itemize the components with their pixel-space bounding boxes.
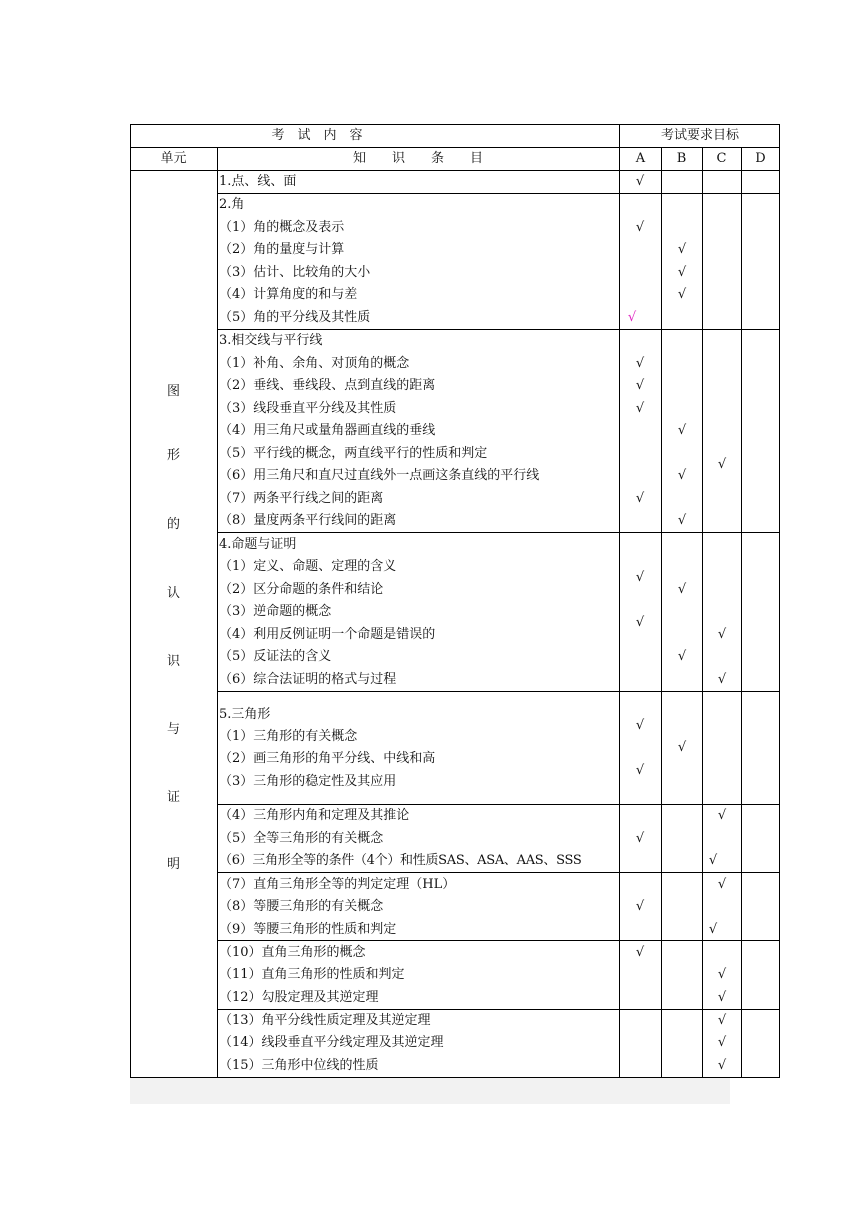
item-text: （5）平行线的概念，两直线平行的性质和判定 <box>219 446 488 461</box>
item-text: （1）定义、命题、定理的含义 <box>219 559 397 574</box>
check-mark: √ <box>717 457 727 472</box>
item-text: （15）三角形中位线的性质 <box>219 1058 379 1073</box>
check-mark: √ <box>717 672 727 687</box>
item-text: （7）直角三角形全等的判定定理（HL） <box>219 877 456 892</box>
check-mark: √ <box>635 763 645 778</box>
check-mark: √ <box>677 740 687 755</box>
item-text: （1）补角、余角、对顶角的概念 <box>219 356 410 371</box>
check-mark: √ <box>635 174 645 189</box>
item-text: （13）角平分线性质定理及其逆定理 <box>219 1013 431 1028</box>
check-mark: √ <box>717 877 727 892</box>
unit-char: 形 <box>166 448 180 463</box>
item-text: （4）三角形内角和定理及其推论 <box>219 808 410 823</box>
check-mark: √ <box>635 220 645 235</box>
unit-char: 识 <box>166 654 180 669</box>
item-text: （8）量度两条平行线间的距离 <box>219 513 397 528</box>
item-text: （3）逆命题的概念 <box>219 604 332 619</box>
unit-char: 明 <box>166 857 180 872</box>
check-mark: √ <box>677 582 687 597</box>
item-text: （2）区分命题的条件和结论 <box>219 582 384 597</box>
check-mark: √ <box>677 242 687 257</box>
item-text: 3.相交线与平行线 <box>219 333 323 348</box>
item-text: （6）用三角尺和直尺过直线外一点画这条直线的平行线 <box>219 468 540 483</box>
item-text: （5）反证法的含义 <box>219 649 332 664</box>
item-text: 5.三角形 <box>219 707 271 722</box>
item-text: 4.命题与证明 <box>219 537 297 552</box>
item-text: （1）角的概念及表示 <box>219 220 345 235</box>
check-mark: √ <box>635 615 645 630</box>
item-text: （14）线段垂直平分线定理及其逆定理 <box>219 1035 444 1050</box>
unit-char: 与 <box>166 722 180 737</box>
item-text: （3）估计、比较角的大小 <box>219 265 371 280</box>
check-mark: √ <box>708 853 718 868</box>
check-mark: √ <box>717 627 727 642</box>
item-text: （10）直角三角形的概念 <box>219 945 366 960</box>
check-mark: √ <box>717 1013 727 1028</box>
header-level-a: A <box>635 151 646 166</box>
check-mark: √ <box>717 1035 727 1050</box>
unit-char: 的 <box>166 517 180 532</box>
check-mark: √ <box>677 423 687 438</box>
item-text: （6）三角形全等的条件（4个）和性质SAS、ASA、AAS、SSS <box>219 853 582 868</box>
check-mark: √ <box>677 287 687 302</box>
unit-char: 证 <box>166 790 180 805</box>
check-mark: √ <box>627 310 637 325</box>
item-text: （4）用三角尺或量角器画直线的垂线 <box>219 423 436 438</box>
item-text: （4）利用反例证明一个命题是错误的 <box>219 627 436 642</box>
item-text: 2.角 <box>219 197 245 212</box>
check-mark: √ <box>677 265 687 280</box>
check-mark: √ <box>717 808 727 823</box>
item-text: （7）两条平行线之间的距离 <box>219 491 384 506</box>
item-text: （1）三角形的有关概念 <box>219 729 358 744</box>
item-text: （5）角的平分线及其性质 <box>219 310 371 325</box>
check-mark: √ <box>717 1058 727 1073</box>
check-mark: √ <box>635 570 645 585</box>
check-mark: √ <box>708 922 718 937</box>
check-mark: √ <box>717 967 727 982</box>
item-text: （4）计算角度的和与差 <box>219 287 358 302</box>
footer-band <box>130 1078 730 1104</box>
item-text: （2）垂线、垂线段、点到直线的距离 <box>219 378 436 393</box>
check-mark: √ <box>677 513 687 528</box>
check-mark: √ <box>635 356 645 371</box>
check-mark: √ <box>635 378 645 393</box>
header-target-label: 考试要求目标 <box>660 128 739 143</box>
item-text: （6）综合法证明的格式与过程 <box>219 672 397 687</box>
item-text: 1.点、线、面 <box>219 174 297 189</box>
check-mark: √ <box>635 945 645 960</box>
item-text: （3）线段垂直平分线及其性质 <box>219 401 397 416</box>
unit-char: 认 <box>166 586 180 601</box>
check-mark: √ <box>677 468 687 483</box>
header-unit-label: 单元 <box>160 151 187 166</box>
header-item-label: 知 识 条 目 <box>352 151 483 166</box>
item-text: （12）勾股定理及其逆定理 <box>219 990 379 1005</box>
item-text: （5）全等三角形的有关概念 <box>219 831 384 846</box>
check-mark: √ <box>635 899 645 914</box>
item-text: （8）等腰三角形的有关概念 <box>219 899 384 914</box>
item-text: （2）画三角形的角平分线、中线和高 <box>219 751 436 766</box>
item-text: （3）三角形的稳定性及其应用 <box>219 774 397 789</box>
item-text: （2）角的量度与计算 <box>219 242 345 257</box>
check-mark: √ <box>635 401 645 416</box>
header-level-b: B <box>676 151 687 166</box>
header-level-c: C <box>716 151 727 166</box>
check-mark: √ <box>635 718 645 733</box>
check-mark: √ <box>717 990 727 1005</box>
unit-char: 图 <box>166 384 180 399</box>
header-level-d: D <box>755 151 766 166</box>
item-text: （11）直角三角形的性质和判定 <box>219 967 405 982</box>
check-mark: √ <box>677 649 687 664</box>
check-mark: √ <box>635 491 645 506</box>
item-text: （9）等腰三角形的性质和判定 <box>219 922 397 937</box>
check-mark: √ <box>635 831 645 846</box>
header-content-label: 考 试 内 容 <box>271 128 363 143</box>
